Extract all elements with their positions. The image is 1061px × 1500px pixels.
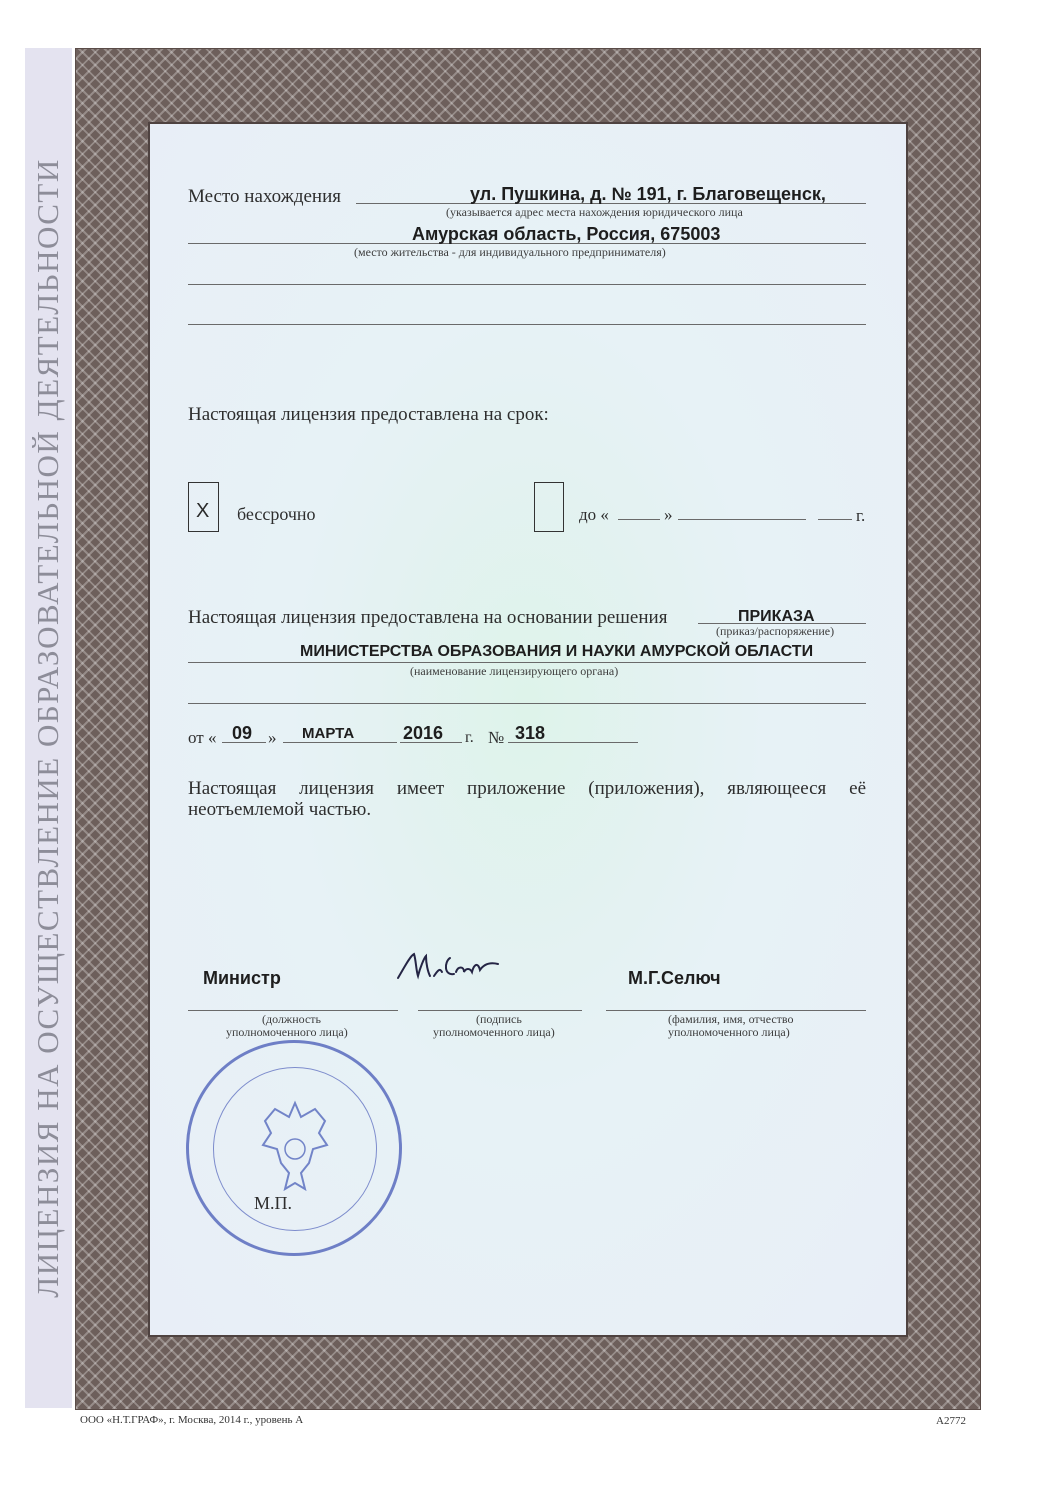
authority-line-2: [188, 703, 866, 704]
signature-graphic: [394, 950, 506, 984]
until-label: до «: [579, 505, 609, 524]
until-checkbox: [534, 482, 564, 532]
signature-line: [418, 1010, 582, 1011]
until-close-quote: »: [664, 505, 673, 524]
date-year: 2016: [403, 723, 444, 743]
official-stamp: [186, 1040, 402, 1256]
location-caption-2: (место жительства - для индивидуального предпринимателя): [354, 245, 666, 259]
printer-info: ООО «Н.Т.ГРАФ», г. Москва, 2014 г., уровень А: [80, 1414, 304, 1426]
location-label: Место нахождения: [188, 186, 341, 207]
doc-type: ПРИКАЗА: [738, 608, 815, 625]
location-line-3: [188, 284, 866, 285]
until-year-suffix: г.: [856, 506, 866, 525]
position-line: [188, 1010, 398, 1011]
signature-caption-2: уполномоченного лица): [433, 1025, 555, 1039]
authority-caption: (наименование лицензирующего органа): [410, 664, 619, 678]
location-line-4: [188, 324, 866, 325]
position-caption-1: (должность: [262, 1012, 321, 1026]
authority-name: МИНИСТЕРСТВА ОБРАЗОВАНИЯ И НАУКИ АМУРСКОЙ ОБЛАСТИ: [300, 643, 814, 660]
signature-caption-1: (подпись: [476, 1012, 522, 1026]
unlimited-label: бессрочно: [237, 504, 316, 524]
side-title: ЛИЦЕНЗИЯ НА ОСУЩЕСТВЛЕНИЕ ОБРАЗОВАТЕЛЬНОЙ ДЕЯТЕЛЬНОСТИ: [30, 158, 65, 1298]
doc-type-caption: (приказ/распоряжение): [716, 624, 835, 638]
license-number: 318: [515, 723, 546, 743]
date-close-quote: »: [268, 728, 277, 747]
unlimited-checkbox: [188, 482, 219, 532]
form-code: А2772: [936, 1415, 966, 1427]
double-headed-eagle-icon: [245, 1093, 345, 1203]
signer-position: Министр: [203, 968, 281, 988]
until-year-line: [818, 519, 852, 520]
month-line: [283, 742, 397, 743]
location-address-1: ул. Пушкина, д. № 191, г. Благовещенск,: [470, 184, 826, 204]
basis-heading: Настоящая лицензия предоставлена на основании решения: [188, 607, 668, 628]
term-heading: Настоящая лицензия предоставлена на срок:: [188, 404, 549, 425]
position-caption-2: уполномоченного лица): [226, 1025, 348, 1039]
name-line: [606, 1010, 866, 1011]
number-label: №: [488, 728, 505, 747]
date-day: 09: [232, 723, 253, 743]
stamp-place-label: М.П.: [254, 1193, 293, 1213]
signer-name: М.Г.Селюч: [628, 968, 721, 988]
date-prefix: от «: [188, 728, 217, 747]
date-month: МАРТА: [302, 725, 355, 742]
appendix-text: Настоящая лицензия имеет приложение (приложения), являющееся её неотъемлемой частью.: [188, 778, 866, 820]
location-address-2: Амурская область, Россия, 675003: [412, 224, 721, 244]
unlimited-check-mark: X: [196, 500, 210, 522]
until-day-line: [618, 519, 660, 520]
location-caption-1: (указывается адрес места нахождения юридического лица: [446, 205, 743, 219]
name-caption-1: (фамилия, имя, отчество: [668, 1012, 794, 1026]
name-caption-2: уполномоченного лица): [668, 1025, 790, 1039]
date-year-suffix: г.: [465, 729, 474, 746]
until-month-line: [678, 519, 806, 520]
authority-line: [188, 662, 866, 663]
